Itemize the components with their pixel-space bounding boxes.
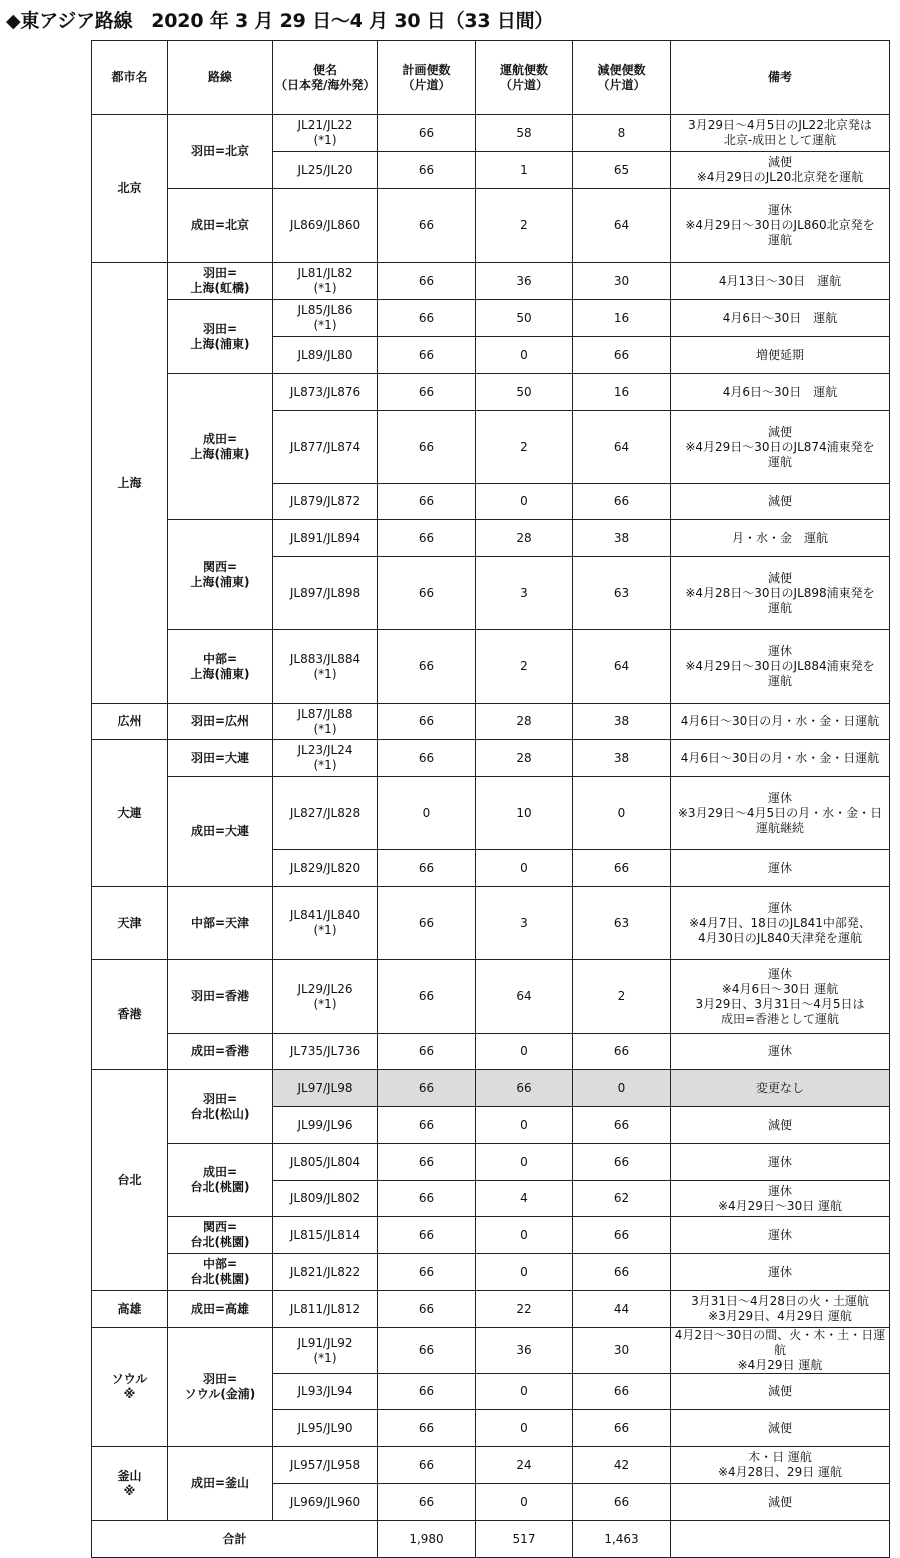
operated-cell: 50 [476,374,573,411]
planned-cell: 66 [378,152,476,189]
flight-cell: JL879/JL872 [273,484,378,520]
note-cell: 運休 ※4月6日～30日 運航 3月29日、3月31日～4月5日は 成田=香港として運航 [671,960,890,1034]
route-cell: 成田=大連 [168,777,273,887]
operated-cell: 0 [476,1144,573,1181]
city-cell: 天津 [92,887,168,960]
reduced-cell: 66 [573,1144,671,1181]
flight-cell: JL897/JL898 [273,557,378,630]
route-cell: 羽田= 上海(浦東) [168,300,273,374]
table-row [92,300,890,337]
planned-cell: 66 [378,1254,476,1291]
flight-cell: JL735/JL736 [273,1034,378,1070]
total-row [92,1521,890,1558]
operated-cell: 36 [476,1328,573,1374]
planned-cell: 66 [378,520,476,557]
note-cell: 4月6日～30日の月・水・金・日運航 [671,740,890,777]
planned-cell: 66 [378,1484,476,1521]
flight-cell: JL93/JL94 [273,1374,378,1410]
planned-cell: 66 [378,960,476,1034]
planned-cell: 66 [378,1447,476,1484]
flight-cell: JL869/JL860 [273,189,378,263]
total-operated: 517 [476,1521,573,1558]
table-row-highlighted [92,1070,890,1107]
city-cell: 釜山 ※ [92,1447,168,1521]
planned-cell: 66 [378,630,476,704]
operated-cell: 24 [476,1447,573,1484]
note-cell: 減便 ※4月28日～30日のJL898浦東発を 運航 [671,557,890,630]
reduced-cell: 66 [573,1034,671,1070]
reduced-cell: 2 [573,960,671,1034]
note-cell: 運休 [671,850,890,887]
table-row [92,740,890,777]
planned-cell: 66 [378,189,476,263]
table-row [92,960,890,1034]
operated-cell: 0 [476,1410,573,1447]
route-cell: 中部=天津 [168,887,273,960]
flight-cell: JL969/JL960 [273,1484,378,1521]
reduced-cell: 30 [573,1328,671,1374]
route-cell: 成田=高雄 [168,1291,273,1328]
planned-cell: 66 [378,484,476,520]
note-cell: 減便 ※4月29日のJL20北京発を運航 [671,152,890,189]
note-cell: 減便 [671,1374,890,1410]
flight-cell: JL99/JL96 [273,1107,378,1144]
header-city: 都市名 [92,41,168,115]
flight-cell: JL97/JL98 [273,1070,378,1107]
header-planned: 計画便数 （片道） [378,41,476,115]
note-cell: 4月6日～30日 運航 [671,374,890,411]
reduced-cell: 16 [573,374,671,411]
table-row [92,887,890,960]
planned-cell: 66 [378,411,476,484]
reduced-cell: 66 [573,337,671,374]
planned-cell: 66 [378,374,476,411]
note-cell: 木・日 運航 ※4月28日、29日 運航 [671,1447,890,1484]
route-cell: 関西= 上海(浦東) [168,520,273,630]
route-cell: 羽田= 台北(松山) [168,1070,273,1144]
planned-cell: 66 [378,740,476,777]
operated-cell: 2 [476,411,573,484]
reduced-cell: 66 [573,1484,671,1521]
route-cell: 羽田=北京 [168,115,273,189]
note-cell: 3月29日～4月5日のJL22北京発は 北京-成田として運航 [671,115,890,152]
east-asia-route-table [91,40,890,1558]
planned-cell: 66 [378,1070,476,1107]
operated-cell: 28 [476,704,573,740]
note-cell: 運休 [671,1254,890,1291]
header-row [92,41,890,115]
operated-cell: 0 [476,1254,573,1291]
city-cell: 台北 [92,1070,168,1291]
reduced-cell: 38 [573,704,671,740]
operated-cell: 22 [476,1291,573,1328]
reduced-cell: 44 [573,1291,671,1328]
operated-cell: 58 [476,115,573,152]
note-cell: 運休 ※4月29日～30日のJL884浦東発を 運航 [671,630,890,704]
operated-cell: 4 [476,1181,573,1217]
reduced-cell: 30 [573,263,671,300]
note-cell: 減便 [671,484,890,520]
table-row [92,630,890,704]
planned-cell: 66 [378,1328,476,1374]
note-cell: 減便 [671,1107,890,1144]
note-cell: 減便 ※4月29日～30日のJL874浦東発を 運航 [671,411,890,484]
table-row [92,1034,890,1070]
operated-cell: 66 [476,1070,573,1107]
note-cell: 運休 ※4月7日、18日のJL841中部発、 4月30日のJL840天津発を運航 [671,887,890,960]
note-cell: 減便 [671,1484,890,1521]
note-cell: 3月31日～4月28日の火・土運航 ※3月29日、4月29日 運航 [671,1291,890,1328]
operated-cell: 28 [476,520,573,557]
route-cell: 羽田= ソウル(金浦) [168,1328,273,1447]
planned-cell: 66 [378,300,476,337]
page-title: ◆東アジア路線 2020 年 3 月 29 日～4 月 30 日（33 日間） [6,10,554,32]
route-cell: 成田=香港 [168,1034,273,1070]
flight-cell: JL957/JL958 [273,1447,378,1484]
table-row [92,115,890,152]
reduced-cell: 38 [573,740,671,777]
table-row [92,1447,890,1484]
operated-cell: 3 [476,887,573,960]
header-route: 路線 [168,41,273,115]
flight-cell: JL811/JL812 [273,1291,378,1328]
total-label: 合計 [92,1521,378,1558]
operated-cell: 36 [476,263,573,300]
flight-cell: JL821/JL822 [273,1254,378,1291]
operated-cell: 0 [476,1217,573,1254]
flight-cell: JL87/JL88 (*1) [273,704,378,740]
operated-cell: 50 [476,300,573,337]
planned-cell: 66 [378,1410,476,1447]
route-cell: 羽田=広州 [168,704,273,740]
note-cell: 4月13日～30日 運航 [671,263,890,300]
city-cell: ソウル ※ [92,1328,168,1447]
header-reduced: 減便便数 （片道） [573,41,671,115]
flight-cell: JL891/JL894 [273,520,378,557]
reduced-cell: 16 [573,300,671,337]
table-row [92,1217,890,1254]
planned-cell: 66 [378,850,476,887]
operated-cell: 0 [476,1107,573,1144]
planned-cell: 66 [378,115,476,152]
reduced-cell: 63 [573,887,671,960]
header-note: 備考 [671,41,890,115]
planned-cell: 66 [378,1291,476,1328]
table-row [92,189,890,263]
reduced-cell: 66 [573,1374,671,1410]
reduced-cell: 62 [573,1181,671,1217]
reduced-cell: 66 [573,1217,671,1254]
note-cell: 4月2日～30日の間、火・木・土・日運航 ※4月29日 運航 [671,1328,890,1374]
note-cell: 運休 ※4月29日～30日 運航 [671,1181,890,1217]
reduced-cell: 63 [573,557,671,630]
flight-cell: JL81/JL82 (*1) [273,263,378,300]
reduced-cell: 42 [573,1447,671,1484]
note-cell: 4月6日～30日 運航 [671,300,890,337]
flight-cell: JL883/JL884 (*1) [273,630,378,704]
flight-cell: JL873/JL876 [273,374,378,411]
planned-cell: 66 [378,1181,476,1217]
flight-cell: JL841/JL840 (*1) [273,887,378,960]
table-row [92,777,890,850]
total-reduced: 1,463 [573,1521,671,1558]
note-cell: 運休 [671,1034,890,1070]
planned-cell: 66 [378,337,476,374]
total-planned: 1,980 [378,1521,476,1558]
planned-cell: 66 [378,1374,476,1410]
table-row [92,263,890,300]
note-cell: 減便 [671,1410,890,1447]
table-row [92,520,890,557]
table-row [92,704,890,740]
reduced-cell: 66 [573,484,671,520]
flight-cell: JL23/JL24 (*1) [273,740,378,777]
table-row [92,1144,890,1181]
note-cell: 運休 ※4月29日～30日のJL860北京発を 運航 [671,189,890,263]
operated-cell: 0 [476,1034,573,1070]
note-cell: 運休 [671,1217,890,1254]
reduced-cell: 8 [573,115,671,152]
route-cell: 成田= 台北(桃園) [168,1144,273,1217]
header-operated: 運航便数 （片道） [476,41,573,115]
reduced-cell: 66 [573,1107,671,1144]
city-cell: 広州 [92,704,168,740]
note-cell: 運休 [671,1144,890,1181]
flight-cell: JL91/JL92 (*1) [273,1328,378,1374]
table-row [92,374,890,411]
reduced-cell: 65 [573,152,671,189]
planned-cell: 66 [378,557,476,630]
route-cell: 中部= 台北(桃園) [168,1254,273,1291]
route-cell: 羽田=大連 [168,740,273,777]
planned-cell: 66 [378,1107,476,1144]
reduced-cell: 64 [573,411,671,484]
reduced-cell: 66 [573,850,671,887]
flight-cell: JL815/JL814 [273,1217,378,1254]
table-row [92,1328,890,1374]
note-cell: 増便延期 [671,337,890,374]
flight-cell: JL95/JL90 [273,1410,378,1447]
reduced-cell: 66 [573,1410,671,1447]
planned-cell: 66 [378,1034,476,1070]
flight-cell: JL89/JL80 [273,337,378,374]
operated-cell: 0 [476,484,573,520]
reduced-cell: 64 [573,189,671,263]
city-cell: 高雄 [92,1291,168,1328]
flight-cell: JL805/JL804 [273,1144,378,1181]
city-cell: 大連 [92,740,168,887]
operated-cell: 28 [476,740,573,777]
flight-cell: JL85/JL86 (*1) [273,300,378,337]
reduced-cell: 0 [573,1070,671,1107]
operated-cell: 0 [476,850,573,887]
reduced-cell: 38 [573,520,671,557]
city-cell: 北京 [92,115,168,263]
header-flight: 便名 （日本発/海外発） [273,41,378,115]
total-note-empty [671,1521,890,1558]
route-cell: 成田=釜山 [168,1447,273,1521]
route-cell: 関西= 台北(桃園) [168,1217,273,1254]
flight-cell: JL827/JL828 [273,777,378,850]
route-cell: 羽田=香港 [168,960,273,1034]
note-cell: 月・水・金 運航 [671,520,890,557]
planned-cell: 66 [378,263,476,300]
operated-cell: 10 [476,777,573,850]
operated-cell: 0 [476,337,573,374]
table-row [92,1254,890,1291]
flight-cell: JL25/JL20 [273,152,378,189]
operated-cell: 3 [476,557,573,630]
route-cell: 成田=北京 [168,189,273,263]
operated-cell: 0 [476,1484,573,1521]
operated-cell: 2 [476,630,573,704]
planned-cell: 0 [378,777,476,850]
flight-cell: JL829/JL820 [273,850,378,887]
note-cell: 変更なし [671,1070,890,1107]
flight-cell: JL877/JL874 [273,411,378,484]
planned-cell: 66 [378,1217,476,1254]
note-cell: 4月6日～30日の月・水・金・日運航 [671,704,890,740]
route-cell: 成田= 上海(浦東) [168,374,273,520]
note-cell: 運休 ※3月29日～4月5日の月・水・金・日 運航継続 [671,777,890,850]
planned-cell: 66 [378,887,476,960]
reduced-cell: 0 [573,777,671,850]
planned-cell: 66 [378,1144,476,1181]
reduced-cell: 64 [573,630,671,704]
operated-cell: 1 [476,152,573,189]
planned-cell: 66 [378,704,476,740]
city-cell: 上海 [92,263,168,704]
reduced-cell: 66 [573,1254,671,1291]
flight-cell: JL21/JL22 (*1) [273,115,378,152]
route-cell: 羽田= 上海(虹橋) [168,263,273,300]
operated-cell: 2 [476,189,573,263]
flight-cell: JL29/JL26 (*1) [273,960,378,1034]
city-cell: 香港 [92,960,168,1070]
route-cell: 中部= 上海(浦東) [168,630,273,704]
operated-cell: 0 [476,1374,573,1410]
table-row [92,1291,890,1328]
operated-cell: 64 [476,960,573,1034]
flight-cell: JL809/JL802 [273,1181,378,1217]
